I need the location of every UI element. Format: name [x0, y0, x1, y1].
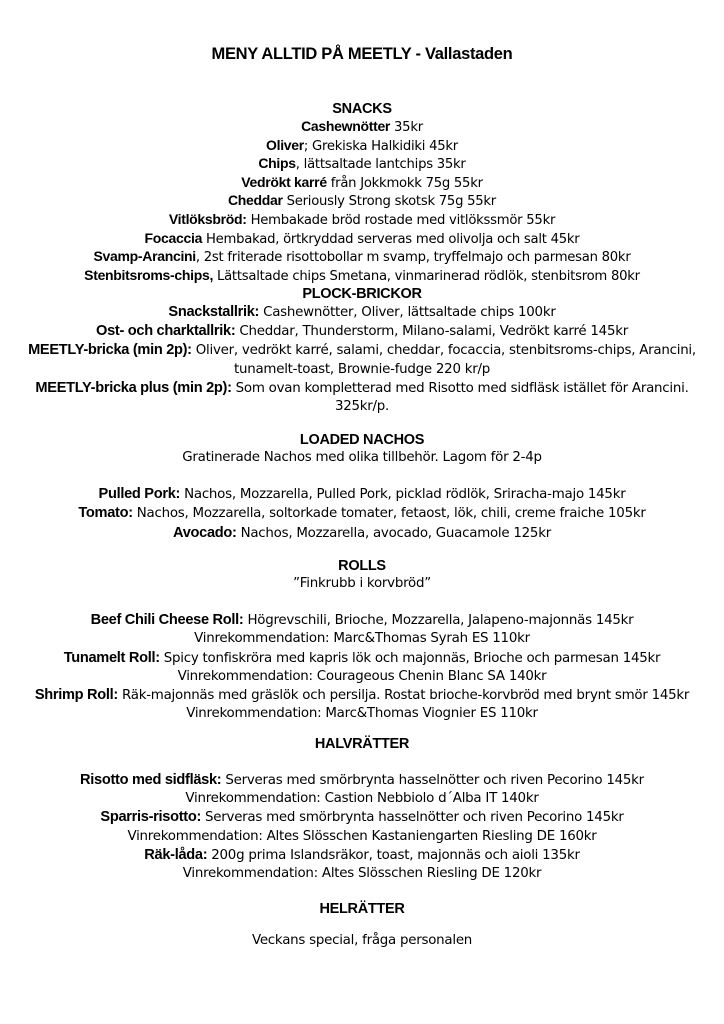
spacer	[0, 753, 724, 771]
menu-item	[0, 230, 724, 249]
menu-item	[0, 155, 724, 174]
wine-recommendation: Vinrekommendation: Castion Nebbiolo d´Alba IT 140kr	[185, 791, 539, 807]
menu-item-continuation: tunamelt-toast, Brownie-fudge 220 kr/p	[233, 361, 490, 377]
item-name: Tunamelt Roll:	[63, 649, 160, 666]
menu-item	[0, 322, 724, 341]
item-desc: Serveras med smörbrynta hasselnötter och riven Pecorino 145kr	[221, 773, 644, 788]
menu-item	[0, 192, 724, 211]
menu-item	[0, 137, 724, 156]
menu-item	[0, 485, 724, 504]
menu-item	[0, 118, 724, 137]
item-name: Avocado:	[173, 524, 237, 541]
menu-item-continuation: 325kr/p.	[334, 399, 390, 415]
rolls-section	[0, 557, 724, 723]
item-name: Pulled Pork:	[98, 486, 181, 503]
item-desc: Cheddar, Thunderstorm, Milano-salami, Vedrökt karré 145kr	[235, 324, 628, 340]
item-name: Vedrökt karré	[241, 173, 327, 190]
item-name: Vitlöksbröd:	[168, 210, 247, 227]
item-desc: , 2st friterade risottobollar m svamp, tryffelmajo och parmesan 80kr	[195, 250, 631, 266]
menu-item	[0, 303, 724, 322]
menu-item	[0, 808, 724, 827]
menu-item	[0, 248, 724, 267]
menu-title: MENY ALLTID PÅ MEETLY - Vallastaden	[211, 45, 513, 63]
menu-item	[0, 504, 724, 523]
snacks-heading: SNACKS	[332, 101, 392, 117]
wine-recommendation: Vinrekommendation: Marc&Thomas Viognier ES 110kr	[186, 706, 538, 722]
rolls-subtitle: ”Finkrubb i korvbröd”	[293, 576, 431, 591]
halvratter-heading: HALVRÄTTER	[314, 736, 410, 752]
spacer	[0, 467, 724, 485]
item-desc: Hembakad, örtkryddad serveras med olivolja och salt 45kr	[202, 231, 580, 247]
item-name: Oliver	[266, 136, 304, 153]
item-name: Ost- och charktallrik:	[96, 323, 236, 340]
plock-section	[0, 285, 724, 416]
snacks-section	[0, 100, 724, 285]
menu-item	[0, 846, 724, 865]
helratter-heading: HELRÄTTER	[319, 901, 405, 917]
item-name: Stenbitsroms-chips,	[84, 266, 214, 283]
item-name: Tomato:	[78, 505, 133, 522]
menu-item	[0, 211, 724, 230]
item-name: Svamp-Arancini	[93, 248, 196, 265]
helratter-note: Veckans special, fråga personalen	[251, 933, 473, 948]
item-name: Räk-låda:	[144, 846, 208, 863]
item-name: Cashewnötter	[301, 118, 391, 134]
spacer	[0, 918, 724, 932]
item-desc: Nachos, Mozzarella, avocado, Guacamole 125kr	[236, 525, 551, 541]
menu-item	[0, 341, 724, 360]
item-desc: från Jokkmokk 75g 55kr	[326, 175, 483, 191]
nachos-heading: LOADED NACHOS	[299, 432, 425, 448]
item-desc: Högrevschili, Brioche, Mozzarella, Jalapeno-majonnäs 145kr	[243, 613, 634, 629]
menu-item	[0, 174, 724, 193]
helratter-section	[0, 900, 724, 950]
menu-item	[0, 686, 724, 705]
menu-item	[0, 267, 724, 286]
item-desc: Spicy tonfiskröra med kapris lök och majonnäs, Brioche och parmesan 145kr	[159, 650, 661, 666]
wine-recommendation: Vinrekommendation: Altes Slösschen Riesling DE 120kr	[182, 866, 542, 882]
nachos-section	[0, 431, 724, 543]
item-desc: Nachos, Mozzarella, soltorkade tomater, fetaost, lök, chili, creme fraiche 105kr	[132, 506, 646, 522]
item-desc: Hembakade bröd rostade med vitlökssmör 55kr	[246, 212, 556, 228]
item-desc: Som ovan kompletterad med Risotto med sidfläsk istället för Arancini.	[231, 380, 689, 396]
item-desc: , lättsaltade lantchips 35kr	[295, 157, 466, 173]
item-desc: Seriously Strong skotsk 75g 55kr	[282, 194, 496, 210]
wine-recommendation: Vinrekommendation: Altes Slösschen Kastaniengarten Riesling DE 160kr	[127, 828, 597, 844]
item-desc: Räk-majonnäs med gräslök och persilja. Rostat brioche-korvbröd med brynt smör 145kr	[117, 688, 690, 704]
spacer	[0, 593, 724, 611]
item-name: MEETLY-bricka plus (min 2p):	[35, 379, 232, 396]
menu-item	[0, 524, 724, 543]
item-name: Shrimp Roll:	[34, 687, 118, 704]
item-desc: Lättsaltade chips Smetana, vinmarinerad rödlök, stenbitsrom 80kr	[213, 268, 640, 284]
item-name: Snackstallrik:	[168, 304, 260, 320]
item-name: Focaccia	[144, 229, 203, 246]
item-desc: 35kr	[390, 120, 423, 135]
item-name: Beef Chili Cheese Roll:	[90, 612, 244, 629]
item-name: MEETLY-bricka (min 2p):	[28, 342, 192, 359]
halvratter-section	[0, 735, 724, 883]
wine-recommendation: Vinrekommendation: Marc&Thomas Syrah ES 110kr	[194, 631, 530, 647]
item-desc: 200g prima Islandsräkor, toast, majonnäs och aioli 135kr	[207, 847, 580, 863]
menu-item	[0, 379, 724, 398]
item-desc: Nachos, Mozzarella, Pulled Pork, picklad rödlök, Sriracha-majo 145kr	[180, 487, 626, 503]
menu-item	[0, 771, 724, 790]
rolls-heading: ROLLS	[338, 558, 386, 574]
item-desc: Oliver, vedrökt karré, salami, cheddar, focaccia, stenbitsroms-chips, Arancini,	[191, 343, 696, 359]
item-name: Sparris-risotto:	[100, 809, 202, 826]
nachos-subtitle: Gratinerade Nachos med olika tillbehör. Lagom för 2-4p	[182, 450, 542, 465]
wine-recommendation: Vinrekommendation: Courageous Chenin Blanc SA 140kr	[177, 668, 547, 684]
plock-heading: PLOCK-BRICKOR	[302, 286, 422, 302]
item-desc: Serveras med smörbrynta hasselnötter och riven Pecorino 145kr	[201, 810, 624, 826]
item-name: Risotto med sidfläsk:	[80, 772, 222, 788]
menu-item	[0, 649, 724, 668]
item-name: Chips	[258, 155, 296, 172]
item-desc: ; Grekiska Halkidiki 45kr	[303, 138, 458, 154]
item-desc: Cashewnötter, Oliver, lättsaltade chips 100kr	[259, 305, 556, 320]
item-name: Cheddar	[228, 192, 283, 209]
menu-item	[0, 611, 724, 630]
